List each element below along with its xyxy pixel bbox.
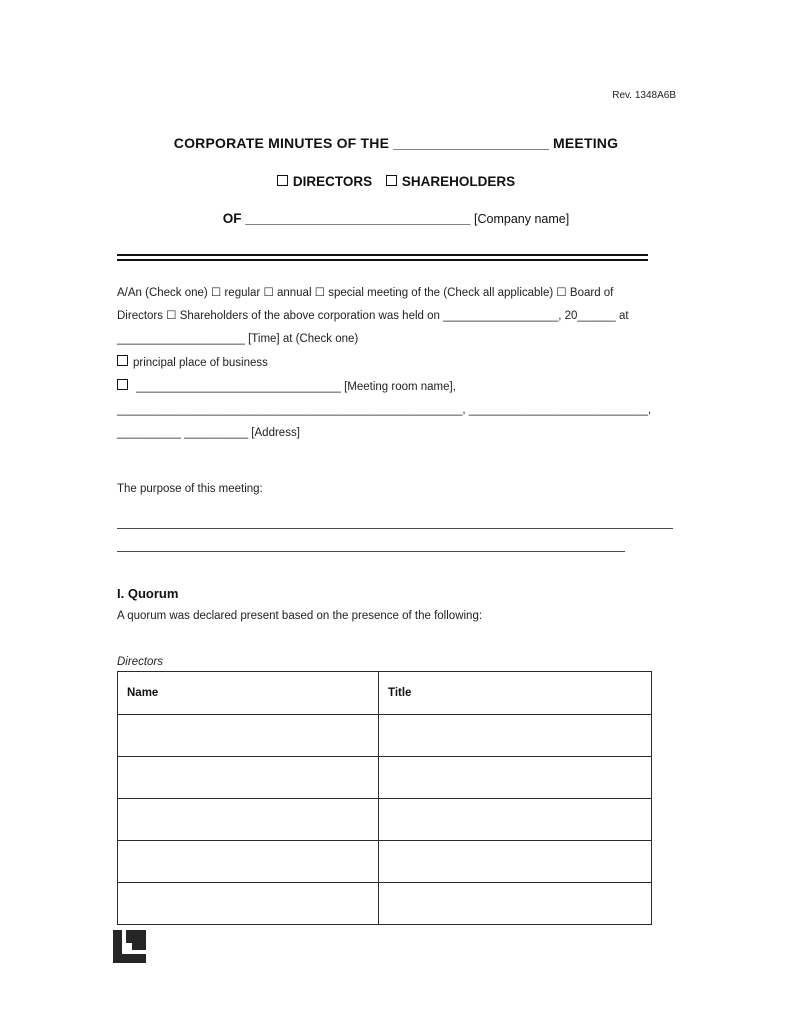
meeting-room-checkbox-icon <box>117 379 128 390</box>
table-cell <box>379 799 652 841</box>
table-cell <box>379 757 652 799</box>
location-option-meeting-room <box>0 376 792 399</box>
purpose-writing-line-1 <box>117 528 673 529</box>
table-cell <box>118 841 379 883</box>
title-suffix: MEETING <box>548 135 619 151</box>
table-row <box>118 757 652 799</box>
principal-place-checkbox-icon <box>117 355 128 366</box>
table-row <box>118 715 652 757</box>
shareholders-checkbox-icon <box>386 175 397 186</box>
intro-paragraph <box>0 282 792 351</box>
table-cell <box>118 757 379 799</box>
directors-label: DIRECTORS <box>292 174 373 189</box>
address-blank-line <box>0 399 792 422</box>
intro-line-3: ____________________ [Time] at (Check one) <box>117 333 359 345</box>
revision-number: Rev. 1348A6B <box>612 90 676 101</box>
meeting-type-blank: ____________________ <box>393 135 549 151</box>
eforms-logo-icon <box>113 930 146 963</box>
table-cell <box>379 715 652 757</box>
table-row <box>118 841 652 883</box>
section-divider <box>117 254 648 261</box>
table-row <box>118 883 652 925</box>
purpose-label: The purpose of this meeting: <box>117 483 263 495</box>
company-name-hint: [Company name] <box>470 212 570 226</box>
document-title <box>0 135 792 151</box>
directors-table-body <box>118 715 652 925</box>
quorum-section-body: A quorum was declared present based on the presence of the following: <box>117 610 483 622</box>
intro-line-1: A/An (Check one) ☐ regular ☐ annual ☐ special meeting of the (Check all applicable) ☐ Board of <box>117 287 614 299</box>
meeting-room-hint: [Meeting room name], <box>344 381 456 393</box>
table-cell <box>379 841 652 883</box>
table-header-row <box>118 672 652 715</box>
intro-line-2: Directors ☐ Shareholders of the above corporation was held on __________________, 20______ at <box>117 310 629 322</box>
company-name-blank: ______________________________ <box>245 211 471 226</box>
quorum-section-heading: I. Quorum <box>117 586 179 601</box>
table-cell <box>118 883 379 925</box>
directors-table-caption: Directors <box>117 656 164 668</box>
address-blank-1: ______________________________________________________, <box>117 404 466 416</box>
directors-checkbox-icon <box>277 175 288 186</box>
location-option-principal <box>0 352 792 375</box>
principal-place-label: principal place of business <box>133 357 268 369</box>
meeting-room-blank: ________________________________ <box>133 381 345 393</box>
of-label: OF <box>222 211 246 226</box>
address-blank-2: ____________________________, <box>465 404 652 416</box>
table-header-name: Name <box>118 672 379 715</box>
meeting-body-options <box>0 174 792 189</box>
directors-table <box>117 671 652 925</box>
table-cell <box>118 715 379 757</box>
table-cell <box>118 799 379 841</box>
table-cell <box>379 883 652 925</box>
shareholders-label: SHAREHOLDERS <box>401 174 516 189</box>
company-name-line <box>0 211 792 226</box>
title-prefix: CORPORATE MINUTES OF THE <box>173 135 394 151</box>
table-header-title: Title <box>379 672 652 715</box>
purpose-writing-line-2 <box>117 551 625 552</box>
table-row <box>118 799 652 841</box>
address-hint-line: __________ __________ [Address] <box>117 427 300 439</box>
